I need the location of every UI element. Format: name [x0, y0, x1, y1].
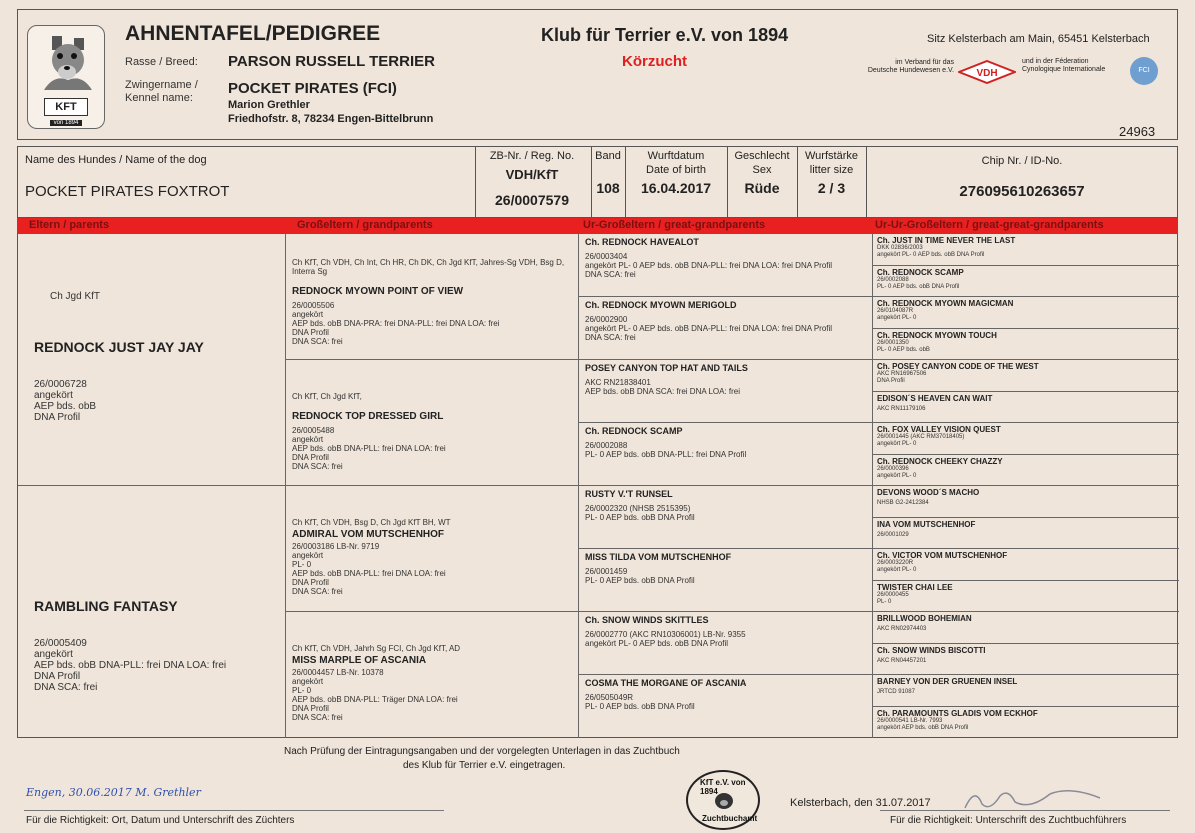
- gg-grandparent-8: [873, 455, 1179, 486]
- logo-text: KFT: [44, 98, 88, 116]
- gg-grandparent-info: 26/0000455: [877, 592, 909, 598]
- gg-grandparent-info: 26/0000541 LB-Nr. 7993: [877, 718, 943, 724]
- grandparent-info: DNA SCA: frei: [292, 337, 343, 346]
- litter-value: 2 / 3: [817, 180, 846, 196]
- gg-grandparent-3: [873, 297, 1179, 329]
- gg-grandparent-4: [873, 329, 1179, 360]
- gg-grandparent-info: angekört PL- 0: [877, 473, 917, 479]
- grandparent-info: DNA SCA: frei: [292, 587, 343, 596]
- grandparent-info: 26/0004457 LB-Nr. 10378: [292, 668, 384, 677]
- great-grandparent-info: 26/0505049R: [585, 693, 634, 702]
- grandparent-title: Ch KfT, Ch VDH, Ch Int, Ch HR, Ch DK, Ch Jgd KfT, Jahres-Sg VDH, Bsg D, Interra Sg: [292, 258, 565, 276]
- great-grandparent-info: 26/0002088: [585, 441, 628, 450]
- col-parents: Eltern / parents: [29, 219, 110, 231]
- gg-grandparent-info: angekört PL- 0: [877, 567, 917, 573]
- great-grandparent-name: RUSTY V.'T RUNSEL: [585, 489, 673, 499]
- parent-sire: [18, 234, 286, 486]
- grandparent-2: [286, 360, 579, 486]
- gg-grandparent-info: 26/0001350: [877, 340, 909, 346]
- dam-name: RAMBLING FANTASY: [34, 598, 178, 614]
- great-grandparent-name: Ch. REDNOCK HAVEALOT: [585, 237, 699, 247]
- sire-info: 26/0006728: [34, 379, 87, 390]
- grandparent-info: DNA SCA: frei: [292, 713, 343, 722]
- breed-value: PARSON RUSSELL TERRIER: [228, 53, 435, 70]
- grandparent-title: Ch KfT, Ch Jgd KfT,: [292, 392, 362, 401]
- kennel-value: POCKET PIRATES (FCI): [228, 80, 397, 97]
- fci-text-1: und in der Féderation: [1022, 58, 1089, 65]
- sex-label-1: Geschlecht: [734, 150, 790, 162]
- great-grandparent-name: POSEY CANYON TOP HAT AND TAILS: [585, 363, 748, 373]
- grandparent-info: AEP bds. obB DNA-PLL: frei DNA LOA: frei: [292, 569, 446, 578]
- litter-label-2: litter size: [809, 164, 854, 176]
- owner-address: Friedhofstr. 8, 78234 Engen-Bittelbrunn: [228, 113, 434, 125]
- gg-grandparent-info: 26/0003220R: [877, 560, 914, 566]
- parent-dam: [18, 486, 286, 738]
- grandparent-info: DNA Profil: [292, 328, 329, 337]
- gg-grandparent-14: [873, 644, 1179, 675]
- grandparent-4: [286, 612, 579, 738]
- gg-grandparent-name: INA VOM MUTSCHENHOF: [877, 520, 976, 529]
- gg-grandparent-6: [873, 392, 1179, 423]
- dam-info: DNA SCA: frei: [34, 682, 98, 693]
- gg-grandparent-info: 26/0001029: [877, 532, 909, 538]
- grandparent-info: AEP bds. obB DNA-PLL: frei DNA LOA: frei: [292, 444, 446, 453]
- gg-grandparent-name: Ch. POSEY CANYON CODE OF THE WEST: [877, 362, 1039, 371]
- great-grandparent-1: [579, 234, 873, 297]
- litter-label-1: Wurfstärke: [805, 150, 858, 162]
- terrier-head-icon: [34, 30, 98, 96]
- sire-name: REDNOCK JUST JAY JAY: [34, 339, 204, 355]
- stamp-dog-icon: [712, 791, 736, 811]
- great-grandparent-name: Ch. SNOW WINDS SKITTLES: [585, 615, 709, 625]
- gg-grandparent-info: DNA Profil: [877, 378, 905, 384]
- grandparent-1: [286, 234, 579, 360]
- gg-grandparent-15: [873, 675, 1179, 707]
- col-great-great-grandparents: Ur-Ur-Großeltern / great-great-grandparents: [875, 219, 1104, 231]
- breed-label: Rasse / Breed:: [125, 56, 198, 68]
- logo-year: von 1894: [50, 120, 82, 126]
- great-grandparent-info: PL- 0 AEP bds. obB DNA Profil: [585, 576, 695, 585]
- great-grandparent-name: Ch. REDNOCK SCAMP: [585, 426, 683, 436]
- great-grandparent-3: [579, 360, 873, 423]
- chip-value: 276095610263657: [959, 183, 1085, 200]
- gg-grandparent-name: EDISON´S HEAVEN CAN WAIT: [877, 394, 993, 403]
- dog-name-label: Name des Hundes / Name of the dog: [25, 154, 207, 166]
- owner-name: Marion Grethler: [228, 99, 310, 111]
- dob-label-1: Wurftdatum: [647, 150, 705, 162]
- sex-label-2: Sex: [752, 164, 772, 176]
- great-grandparent-7: [579, 612, 873, 675]
- gg-grandparent-info: JRTCD 91087: [877, 689, 915, 695]
- gg-grandparent-info: AKC RN16967506: [877, 371, 927, 377]
- grandparent-info: AEP bds. obB DNA-PLL: Träger DNA LOA: frei: [292, 695, 458, 704]
- reg-label: ZB-Nr. / Reg. No.: [489, 150, 575, 162]
- dam-info: DNA Profil: [34, 671, 81, 682]
- grandparent-3: [286, 486, 579, 612]
- gg-grandparent-info: angekört PL- 0 AEP bds. obB DNA Profil: [877, 252, 985, 258]
- gg-grandparent-name: Ch. JUST IN TIME NEVER THE LAST: [877, 236, 1016, 245]
- vdh-text-2: Deutsche Hundewesen e.V.: [867, 67, 954, 74]
- gg-grandparent-name: Ch. SNOW WINDS BISCOTTI: [877, 646, 986, 655]
- grandparent-info: PL- 0: [292, 560, 312, 569]
- chip-label: Chip Nr. / ID-No.: [981, 155, 1063, 167]
- grandparent-info: DNA SCA: frei: [292, 462, 343, 471]
- great-grandparent-info: 26/0003404: [585, 252, 628, 261]
- gg-grandparent-info: angekört PL- 0: [877, 441, 917, 447]
- gg-grandparent-16: [873, 707, 1179, 738]
- col-great-grandparents: Ur-Großeltern / great-grandparents: [583, 219, 766, 231]
- breeder-signature: Engen, 30.06.2017 M. Grethler: [26, 786, 201, 799]
- gg-grandparent-12: [873, 581, 1179, 612]
- registration-statement-2: des Klub für Terrier e.V. eingetragen.: [403, 760, 566, 771]
- gg-grandparent-9: [873, 486, 1179, 518]
- gg-grandparent-info: 26/0002088: [877, 277, 909, 283]
- grandparent-info: 26/0003186 LB-Nr. 9719: [292, 542, 380, 551]
- gg-grandparent-info: 26/0000396: [877, 466, 909, 472]
- gg-grandparent-2: [873, 266, 1179, 297]
- band-label: Band: [595, 150, 621, 162]
- great-grandparent-2: [579, 297, 873, 360]
- gg-grandparent-10: [873, 518, 1179, 549]
- gg-grandparent-info: angekört PL- 0: [877, 315, 917, 321]
- sire-title: Ch Jgd KfT: [50, 291, 101, 302]
- grandparent-name: REDNOCK TOP DRESSED GIRL: [292, 411, 444, 422]
- keeper-caption: Für die Richtigkeit: Unterschrift des Zuchtbuchführers: [890, 815, 1127, 826]
- kennel-label-1: Zwingername /: [125, 79, 198, 91]
- breeder-caption: Für die Richtigkeit: Ort, Datum und Unterschrift des Züchters: [26, 815, 295, 826]
- grandparent-title: Ch KfT, Ch VDH, Bsg D, Ch Jgd KfT BH, WT: [292, 518, 451, 527]
- gg-grandparent-name: DEVONS WOOD´S MACHO: [877, 488, 980, 497]
- gg-grandparent-info: AKC RN04457201: [877, 658, 927, 664]
- pedigree-grid: [17, 234, 1178, 738]
- gg-grandparent-info: PL- 0 AEP bds. obB DNA Profil: [877, 284, 960, 290]
- grandparent-info: angekört: [292, 551, 324, 560]
- gg-grandparent-1: [873, 234, 1179, 266]
- document-number: 24963: [1119, 124, 1156, 139]
- stamp-top: KfT e.V. von 1894: [700, 778, 746, 796]
- sire-info: AEP bds. obB: [34, 401, 97, 412]
- gg-grandparent-11: [873, 549, 1179, 581]
- great-grandparent-info: angekört PL- 0 AEP bds. obB DNA-PLL: frei DNA LOA: frei DNA Profil: [585, 261, 833, 270]
- great-grandparent-info: DNA SCA: frei: [585, 270, 636, 279]
- grandparent-info: 26/0005488: [292, 426, 335, 435]
- grandparent-info: angekört: [292, 310, 324, 319]
- club-stamp: [686, 770, 760, 830]
- gg-grandparent-info: PL- 0 AEP bds. obB: [877, 347, 930, 353]
- dam-info: angekört: [34, 649, 73, 660]
- registration-statement-1: Nach Prüfung der Eintragungsangaben und der vorgelegten Unterlagen in das Zuchtbuch: [284, 746, 680, 757]
- great-grandparent-8: [579, 675, 873, 738]
- great-grandparent-4: [579, 423, 873, 486]
- great-grandparent-name: Ch. REDNOCK MYOWN MERIGOLD: [585, 300, 737, 310]
- gg-grandparent-info: 26/0001445 (AKC RM37018405): [877, 434, 965, 440]
- page-title: AHNENTAFEL/PEDIGREE: [125, 22, 381, 45]
- gg-grandparent-name: Ch. REDNOCK CHEEKY CHAZZY: [877, 457, 1003, 466]
- gg-grandparent-7: [873, 423, 1179, 455]
- gg-grandparent-info: AKC RN11179106: [877, 406, 926, 412]
- great-grandparent-name: COSMA THE MORGANE OF ASCANIA: [585, 678, 747, 688]
- great-grandparent-name: MISS TILDA VOM MUTSCHENHOF: [585, 552, 732, 562]
- fci-logo: FCI: [1130, 57, 1158, 85]
- grandparent-info: DNA Profil: [292, 578, 329, 587]
- grandparent-info: 26/0005506: [292, 301, 335, 310]
- gg-grandparent-name: Ch. FOX VALLEY VISION QUEST: [877, 425, 1001, 434]
- great-grandparent-6: [579, 549, 873, 612]
- kft-logo: [27, 25, 105, 129]
- gg-grandparent-5: [873, 360, 1179, 392]
- grandparent-name: MISS MARPLE OF ASCANIA: [292, 655, 427, 666]
- gg-grandparent-info: NHSB G2-2412384: [877, 500, 929, 506]
- gg-grandparent-info: AKC RN02974403: [877, 626, 927, 632]
- grandparent-info: AEP bds. obB DNA-PRA: frei DNA-PLL: frei DNA LOA: frei: [292, 319, 500, 328]
- breeding-type: Körzucht: [622, 53, 687, 70]
- gg-grandparent-name: Ch. REDNOCK MYOWN MAGICMAN: [877, 299, 1014, 308]
- dam-info: AEP bds. obB DNA-PLL: frei DNA LOA: frei: [34, 660, 227, 671]
- great-grandparent-info: angekört PL- 0 AEP bds. obB DNA Profil: [585, 639, 729, 648]
- great-grandparent-info: 26/0002770 (AKC RN10306001) LB-Nr. 9355: [585, 630, 746, 639]
- gg-grandparent-info: PL- 0: [877, 599, 892, 605]
- gg-grandparent-info: angekört AEP bds. obB DNA Profil: [877, 725, 969, 731]
- gg-grandparent-info: 26/0104087R: [877, 308, 914, 314]
- generation-header: [17, 218, 1178, 234]
- grandparent-name: ADMIRAL VOM MUTSCHENHOF: [292, 529, 445, 540]
- gg-grandparent-name: BARNEY VON DER GRUENEN INSEL: [877, 677, 1018, 686]
- dob-label-2: Date of birth: [646, 164, 706, 176]
- great-grandparent-info: angekört PL- 0 AEP bds. obB DNA-PLL: frei DNA LOA: frei DNA Profil: [585, 324, 833, 333]
- dog-name: POCKET PIRATES FOXTROT: [25, 183, 230, 200]
- grandparent-title: Ch KfT, Ch VDH, Jahrh Sg FCI, Ch Jgd KfT, AD: [292, 644, 461, 653]
- place-date: Kelsterbach, den 31.07.2017: [790, 797, 931, 809]
- gg-grandparent-name: BRILLWOOD BOHEMIAN: [877, 614, 972, 623]
- vdh-logo-text: VDH: [976, 68, 998, 79]
- band-value: 108: [596, 180, 620, 196]
- fci-text-2: Cynologique Internationale: [1022, 66, 1106, 73]
- grandparent-info: DNA Profil: [292, 704, 329, 713]
- great-grandparent-info: 26/0001459: [585, 567, 628, 576]
- great-grandparent-info: AEP bds. obB DNA SCA: frei DNA LOA: frei: [585, 387, 741, 396]
- grandparent-info: angekört: [292, 677, 324, 686]
- grandparent-name: REDNOCK MYOWN POINT OF VIEW: [292, 286, 464, 297]
- club-name: Klub für Terrier e.V. von 1894: [541, 25, 789, 45]
- great-grandparent-info: PL- 0 AEP bds. obB DNA-PLL: frei DNA Profil: [585, 450, 747, 459]
- reg-value-2: 26/0007579: [495, 192, 569, 208]
- gg-grandparent-name: TWISTER CHAI LEE: [877, 583, 953, 592]
- great-grandparent-info: DNA SCA: frei: [585, 333, 636, 342]
- grandparent-info: angekört: [292, 435, 324, 444]
- dam-info: 26/0005409: [34, 638, 87, 649]
- reg-value-1: VDH/KfT: [505, 167, 559, 182]
- stamp-bottom: Zuchtbuchamt: [702, 814, 758, 823]
- grandparent-info: PL- 0: [292, 686, 312, 695]
- sire-info: DNA Profil: [34, 412, 81, 423]
- dob-value: 16.04.2017: [640, 180, 712, 196]
- vdh-logo: [958, 60, 1016, 84]
- great-grandparent-info: 26/0002320 (NHSB 2515395): [585, 504, 691, 513]
- grandparent-info: DNA Profil: [292, 453, 329, 462]
- vdh-text-1: im Verband für das: [895, 59, 954, 66]
- col-grandparents: Großeltern / grandparents: [297, 219, 433, 231]
- great-grandparent-info: PL- 0 AEP bds. obB DNA Profil: [585, 513, 695, 522]
- gg-grandparent-name: Ch. PARAMOUNTS GLADIS VOM ECKHOF: [877, 709, 1038, 718]
- great-grandparent-info: AKC RN21838401: [585, 378, 651, 387]
- kennel-label-2: Kennel name:: [125, 92, 193, 104]
- sire-info: angekört: [34, 390, 73, 401]
- gg-grandparent-name: Ch. REDNOCK MYOWN TOUCH: [877, 331, 997, 340]
- club-seat: Sitz Kelsterbach am Main, 65451 Kelsterbach: [927, 33, 1150, 45]
- great-grandparent-5: [579, 486, 873, 549]
- sex-value: Rüde: [744, 180, 780, 196]
- gg-grandparent-info: DKK 02836/2003: [877, 245, 923, 251]
- great-grandparent-info: 26/0002900: [585, 315, 628, 324]
- gg-grandparent-13: [873, 612, 1179, 644]
- gg-grandparent-name: Ch. VICTOR VOM MUTSCHENHOF: [877, 551, 1008, 560]
- gg-grandparent-name: Ch. REDNOCK SCAMP: [877, 268, 964, 277]
- great-grandparent-info: PL- 0 AEP bds. obB DNA Profil: [585, 702, 695, 711]
